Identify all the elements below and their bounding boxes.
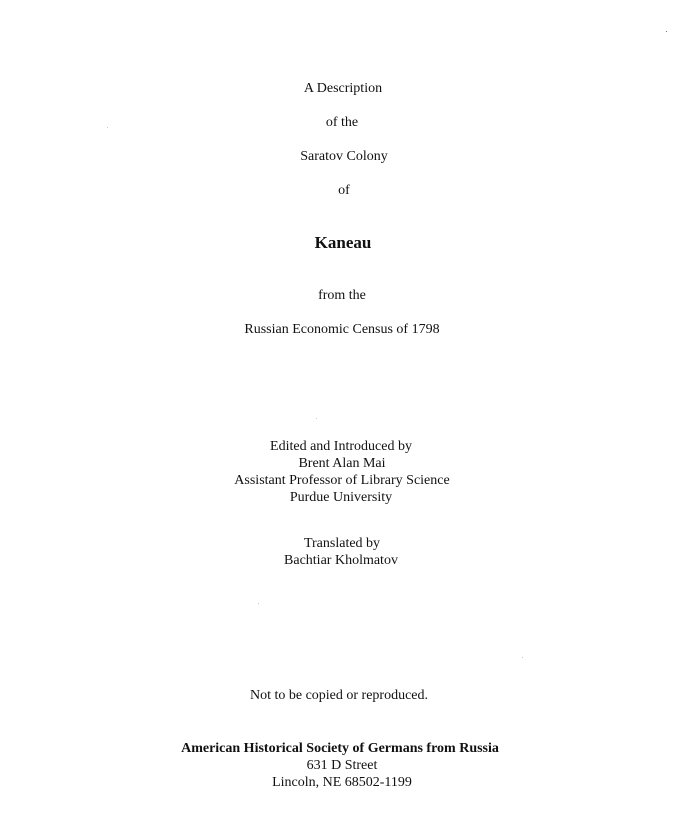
editor-title: Assistant Professor of Library Science — [234, 473, 450, 488]
translated-label: Translated by — [303, 536, 381, 551]
heading-line-of: of — [338, 183, 350, 198]
colony-title: Kaneau — [314, 233, 372, 252]
census-line: Russian Economic Census of 1798 — [244, 322, 440, 337]
heading-line-from-the: from the — [318, 288, 366, 303]
edited-label: Edited and Introduced by — [270, 439, 412, 454]
scan-speck — [522, 657, 523, 658]
translator-name: Bachtiar Kholmatov — [284, 553, 398, 568]
editor-name: Brent Alan Mai — [298, 456, 386, 471]
publisher-city: Lincoln, NE 68502-1199 — [272, 775, 412, 790]
scan-speck — [666, 31, 667, 32]
heading-line-of-the: of the — [325, 115, 359, 130]
publisher-name: American Historical Society of Germans from Russia — [181, 741, 499, 756]
scan-speck — [107, 127, 108, 128]
scan-speck — [316, 418, 317, 419]
scan-speck — [258, 603, 259, 604]
heading-line-colony: Saratov Colony — [300, 149, 388, 164]
heading-line-description: A Description — [303, 81, 383, 96]
editor-affiliation: Purdue University — [289, 490, 393, 505]
publisher-street: 631 D Street — [306, 758, 378, 773]
copy-notice: Not to be copied or reproduced. — [249, 688, 429, 703]
